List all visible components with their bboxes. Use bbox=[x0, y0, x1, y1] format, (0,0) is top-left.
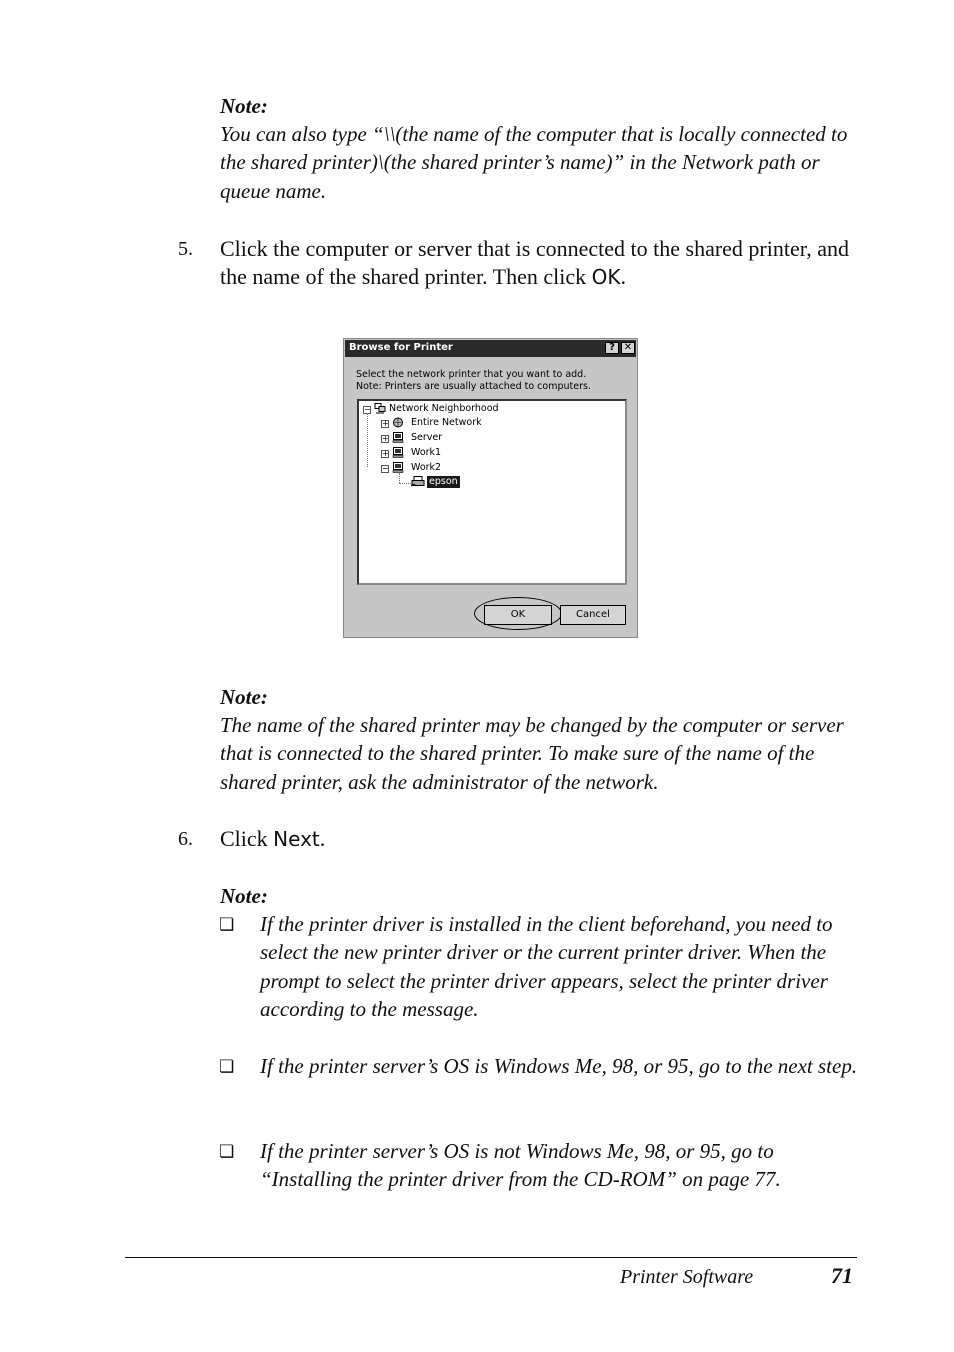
dialog-title-bar bbox=[345, 340, 636, 357]
tree-item-label: Network Neighborhood bbox=[389, 403, 499, 414]
step-text bbox=[220, 825, 860, 853]
checkbox-bullet-icon: ❏ bbox=[219, 1057, 235, 1077]
dialog-instruction: Select the network printer that you want to add. bbox=[356, 369, 587, 380]
tree-item-label: Server bbox=[411, 432, 443, 443]
footer-rule bbox=[125, 1257, 857, 1258]
browse-for-printer-dialog bbox=[343, 338, 638, 638]
expand-icon[interactable]: + bbox=[382, 419, 389, 428]
checkbox-bullet-icon: ❏ bbox=[219, 915, 235, 935]
step-text bbox=[220, 235, 860, 291]
computer-icon bbox=[392, 447, 404, 458]
computer-icon bbox=[392, 432, 404, 443]
step-number: 6. bbox=[178, 828, 193, 850]
dialog-instruction-note: Note: Printers are usually attached to computers. bbox=[356, 381, 591, 392]
expand-icon[interactable]: + bbox=[382, 449, 389, 458]
ok-button[interactable]: OK bbox=[484, 605, 552, 625]
close-button[interactable]: ✕ bbox=[621, 342, 635, 354]
tree-item-label: Work2 bbox=[411, 462, 442, 473]
ui-label-ok: OK bbox=[591, 265, 621, 289]
ui-label-next: Next bbox=[273, 827, 320, 851]
printer-icon bbox=[411, 476, 426, 487]
computer-icon bbox=[392, 462, 404, 473]
expand-icon[interactable]: + bbox=[382, 434, 389, 443]
note-heading: Note: bbox=[220, 94, 268, 118]
tree-item-label: Work1 bbox=[411, 447, 442, 458]
network-neighborhood-icon bbox=[374, 403, 386, 414]
step-number: 5. bbox=[178, 238, 193, 260]
cancel-button[interactable]: Cancel bbox=[560, 605, 626, 625]
footer-section-title: Printer Software bbox=[620, 1266, 754, 1288]
note-heading: Note: bbox=[220, 884, 268, 908]
step-text-before: Click bbox=[220, 826, 274, 851]
page-number: 71 bbox=[831, 1263, 853, 1288]
step-text-before: Click the computer or server that is connected to the shared printer, and the name of the shared printer. Then click bbox=[220, 236, 849, 289]
note-heading: Note: bbox=[220, 685, 268, 709]
help-button[interactable]: ? bbox=[605, 342, 619, 354]
printer-tree-view[interactable] bbox=[357, 399, 627, 585]
bullet-text: If the printer server’s OS is not Windows Me, 98, or 95, go to “Installing the printer driver from the CD-ROM” on page 77. bbox=[260, 1139, 781, 1192]
note-text: You can also type “\\(the name of the computer that is locally connected to the shared printer)\(the shared printer’s name)” in the Network path or queue name. bbox=[220, 122, 848, 203]
bullet-text: If the printer driver is installed in the client beforehand, you need to select the new printer driver or the current printer driver. When the prompt to select the printer driver appears, select the printer driver according to the message. bbox=[260, 912, 833, 1021]
collapse-icon[interactable]: − bbox=[364, 405, 371, 414]
highlight-circle bbox=[474, 597, 562, 630]
tree-item-label: Entire Network bbox=[411, 417, 482, 428]
tree-item-label-selected: epson bbox=[429, 476, 458, 487]
checkbox-bullet-icon: ❏ bbox=[219, 1142, 235, 1162]
dialog-title: Browse for Printer bbox=[349, 342, 453, 353]
globe-icon bbox=[392, 417, 404, 428]
step-text-after: . bbox=[620, 264, 626, 289]
bullet-text: If the printer server’s OS is Windows Me, 98, or 95, go to the next step. bbox=[260, 1054, 858, 1078]
step-text-after: . bbox=[319, 826, 326, 851]
note-text: The name of the shared printer may be changed by the computer or server that is connected to the shared printer. To make sure of the name of the shared printer, ask the administrator of the network. bbox=[220, 713, 844, 794]
collapse-icon[interactable]: − bbox=[382, 464, 389, 473]
